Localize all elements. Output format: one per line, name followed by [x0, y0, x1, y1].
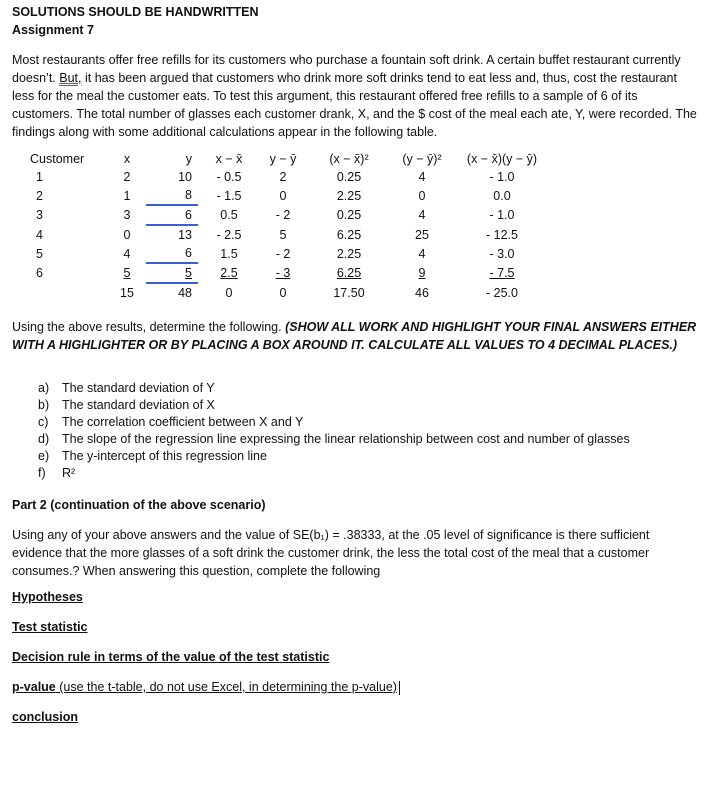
part2-title: Part 2 (continuation of the above scenario)	[12, 498, 266, 512]
cell: 2	[36, 188, 43, 203]
cell	[108, 263, 146, 283]
cell	[198, 263, 260, 283]
total-x-dev: 0	[225, 285, 233, 300]
total-y-dev-sq: 46	[415, 285, 429, 300]
cell: - 1.5	[216, 188, 242, 203]
cell: 0	[279, 188, 287, 203]
cell: 4	[36, 227, 43, 242]
intro-but: But,	[59, 71, 82, 85]
cell-y-dev-sq: 9	[418, 266, 426, 280]
cell-y: 5	[185, 266, 192, 280]
cell: 2	[123, 170, 131, 184]
cell: 3	[36, 208, 43, 222]
question-text: The correlation coefficient between X and Y	[62, 415, 304, 429]
hypotheses-heading: Hypotheses	[12, 590, 83, 604]
cell: 6	[146, 244, 198, 263]
cell: 6.25	[336, 227, 362, 242]
cell-x-dev-sq: 6.25	[336, 266, 362, 280]
question-f	[38, 465, 75, 482]
question-a	[38, 380, 215, 397]
header-x-dev-sq: (x − x̄)²	[329, 152, 369, 166]
cell	[146, 263, 198, 283]
intro-part1: Most restaurants offer free refills for its customers who purchase a fountain soft drink. A certain buffet restaurant currently doesn’t.	[12, 53, 681, 85]
header-y-dev-sq: (y − ȳ)²	[402, 152, 442, 166]
total-y: 48	[178, 286, 192, 300]
question-label: f)	[38, 466, 46, 480]
pvalue-label: p-value	[12, 680, 56, 694]
cell: 3	[123, 208, 131, 222]
pvalue-note: (use the t-table, do not use Excel, in determining the p-value)	[55, 680, 397, 694]
intro-part2: it has been argued that customers who drink more soft drinks tend to eat less and, thus, cost the restaurant less for the meal the customer eats. To test this argument, this restaurant offered free refills to a sample of 6 of its customers. The total number of glasses each customer drank, X, and the $ cost of the meal each ate, Y, were recorded. The findings along with some additional calculations appear in the following table.	[12, 71, 697, 139]
cell: - 2.5	[216, 227, 242, 242]
cell: 1.5	[220, 246, 238, 261]
total-cross: - 25.0	[486, 285, 518, 300]
cell	[260, 263, 306, 283]
table-row	[30, 263, 552, 283]
cell: 8	[146, 186, 198, 205]
cell: 5	[36, 246, 43, 261]
question-b	[38, 397, 215, 414]
cell: 4	[123, 246, 131, 261]
total-x-dev-sq: 17.50	[333, 285, 365, 300]
question-text: The y-intercept of this regression line	[62, 449, 267, 463]
header-y-dev: y − ȳ	[269, 152, 297, 166]
cell: 2.25	[336, 188, 362, 203]
question-label: e)	[38, 449, 50, 463]
cell: 10	[178, 170, 192, 184]
total-x: 15	[120, 285, 134, 300]
header-x-dev: x − x̄	[215, 152, 243, 166]
header-title: SOLUTIONS SHOULD BE HANDWRITTEN	[12, 5, 259, 19]
decision-rule-heading: Decision rule in terms of the value of the test statistic	[12, 650, 330, 664]
question-d	[38, 431, 630, 448]
cell: - 12.5	[486, 227, 518, 242]
table-totals-row	[30, 283, 552, 302]
question-e	[38, 448, 267, 465]
cell: 6	[146, 205, 198, 225]
header-cross-product: (x − x̄)(y − ȳ)	[466, 152, 538, 166]
assignment-label: Assignment 7	[12, 23, 94, 37]
cell: - 1.0	[489, 170, 515, 184]
cell: 0	[123, 227, 131, 242]
conclusion-heading: conclusion	[12, 710, 78, 724]
text-cursor	[399, 681, 400, 695]
data-table	[30, 150, 552, 302]
pvalue-heading	[12, 680, 400, 695]
cell: 0.25	[336, 208, 362, 222]
question-text: R²	[62, 466, 76, 480]
part2-body: Using any of your above answers and the value of SE(b₁) = .38333, at the .05 level of significance is there sufficient evidence that the more glasses of a soft drink the customer drink, the less the total cost of the meal that a customer consumes.? When answering this question, complete the following	[12, 528, 650, 578]
table-row	[30, 168, 552, 186]
table-header-row	[30, 150, 552, 168]
instructions-emphasis: (SHOW ALL WORK AND HIGHLIGHT YOUR FINAL ANSWERS EITHER WITH A HIGHLIGHTER OR BY PLACING A BOX AROUND IT. CALCULATE ALL VALUES TO 4 DECIMAL PLACES.)	[12, 320, 697, 352]
question-c	[38, 414, 303, 431]
table-row	[30, 225, 552, 244]
cell-cross: - 7.5	[489, 266, 515, 280]
test-statistic-heading: Test statistic	[12, 620, 88, 634]
question-text: The slope of the regression line expressing the linear relationship between cost and number of glasses	[62, 432, 630, 446]
cell: 5	[279, 227, 287, 242]
instructions-paragraph	[12, 318, 702, 354]
cell-x: 5	[123, 266, 131, 280]
table-row	[30, 244, 552, 263]
cell: 0.0	[493, 188, 511, 203]
question-label: c)	[38, 415, 49, 429]
cell-x-dev: 2.5	[220, 266, 238, 280]
cell: 13	[178, 228, 192, 242]
cell-y-dev: - 3	[275, 266, 291, 280]
question-label: b)	[38, 398, 50, 412]
instructions-lead: Using the above results, determine the following.	[12, 320, 286, 334]
table-row	[30, 205, 552, 225]
header-y: y	[185, 152, 192, 166]
cell	[108, 186, 146, 205]
question-text: The standard deviation of Y	[62, 381, 215, 395]
cell: - 0.5	[216, 170, 242, 184]
question-text: The standard deviation of X	[62, 398, 215, 412]
question-label: a)	[38, 381, 50, 395]
cell: 1	[36, 170, 43, 184]
cell	[30, 283, 108, 302]
cell: - 2	[275, 208, 291, 222]
cell: 25	[415, 227, 429, 242]
intro-paragraph	[12, 51, 702, 141]
header-customer: Customer	[30, 152, 85, 166]
cell	[392, 263, 452, 283]
cell: 4	[418, 246, 426, 261]
cell: 4	[418, 170, 426, 184]
total-y-dev: 0	[279, 285, 287, 300]
cell-x: 1	[123, 188, 131, 203]
cell: - 3.0	[489, 246, 515, 261]
cell: - 1.0	[489, 208, 515, 222]
cell	[306, 263, 392, 283]
cell: 0	[418, 188, 426, 203]
question-label: d)	[38, 432, 50, 446]
cell: 0.25	[336, 170, 362, 184]
cell: 4	[418, 208, 426, 222]
cell: - 2	[275, 246, 291, 261]
header-x: x	[123, 152, 131, 166]
cell: 0.5	[220, 208, 238, 222]
cell: 2	[279, 170, 287, 184]
table-row	[30, 186, 552, 205]
cell	[452, 263, 552, 283]
cell: 6	[36, 266, 43, 280]
cell: 2.25	[336, 246, 362, 261]
